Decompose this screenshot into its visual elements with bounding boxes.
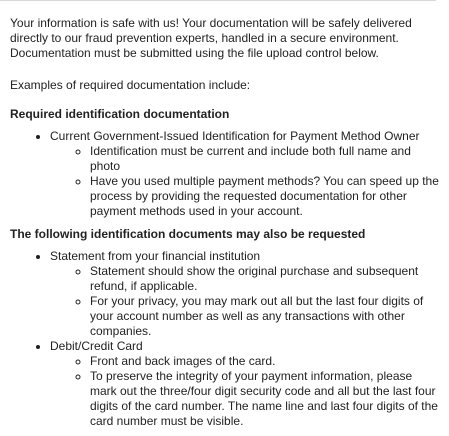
list-item-government-id bbox=[50, 129, 440, 219]
optional-docs-list bbox=[10, 249, 440, 429]
sublist-item: ◦ To preserve the integrity of your payment information, please mark out the three/four digit security code and all but the last four digits of the card number. The name line and last four digits of the card number must be visible. bbox=[90, 369, 440, 429]
section-heading-required: Required identification documentation bbox=[10, 107, 230, 121]
sublist-item: ◦ Have you used multiple payment methods? You can speed up the process by providing the requested documentation for other payment methods used in your account. bbox=[90, 174, 440, 219]
financial-statement-sublist bbox=[50, 264, 440, 339]
card-sublist bbox=[50, 354, 440, 429]
sublist-item: ◦ Statement should show the original purchase and subsequent refund, if applicable. bbox=[90, 264, 440, 294]
list-item-label: Statement from your financial institution bbox=[50, 249, 261, 263]
required-docs-list bbox=[10, 129, 440, 219]
list-item-card bbox=[50, 339, 440, 429]
documentation-instructions bbox=[10, 16, 440, 429]
section-heading-optional: The following identification documents may also be requested bbox=[10, 227, 366, 241]
list-item-label: Debit/Credit Card bbox=[50, 339, 143, 353]
top-divider bbox=[0, 0, 436, 1]
list-item-financial-statement bbox=[50, 249, 440, 339]
intro-paragraph: Your information is safe with us! Your documentation will be safely delivered directly to our fraud prevention experts, handled in a secure environment. Documentation must be submitted using the file upload control below. bbox=[10, 16, 412, 60]
list-item-label: Current Government-Issued Identification for Payment Method Owner bbox=[50, 129, 420, 143]
sublist-item: ◦ Identification must be current and include both full name and photo bbox=[90, 144, 440, 174]
examples-lead: Examples of required documentation include: bbox=[10, 78, 251, 92]
government-id-sublist bbox=[50, 144, 440, 219]
sublist-item: ◦ For your privacy, you may mark out all but the last four digits of your account number as well as any transactions with other companies. bbox=[90, 294, 440, 339]
sublist-item: ◦ Front and back images of the card. bbox=[90, 354, 440, 369]
